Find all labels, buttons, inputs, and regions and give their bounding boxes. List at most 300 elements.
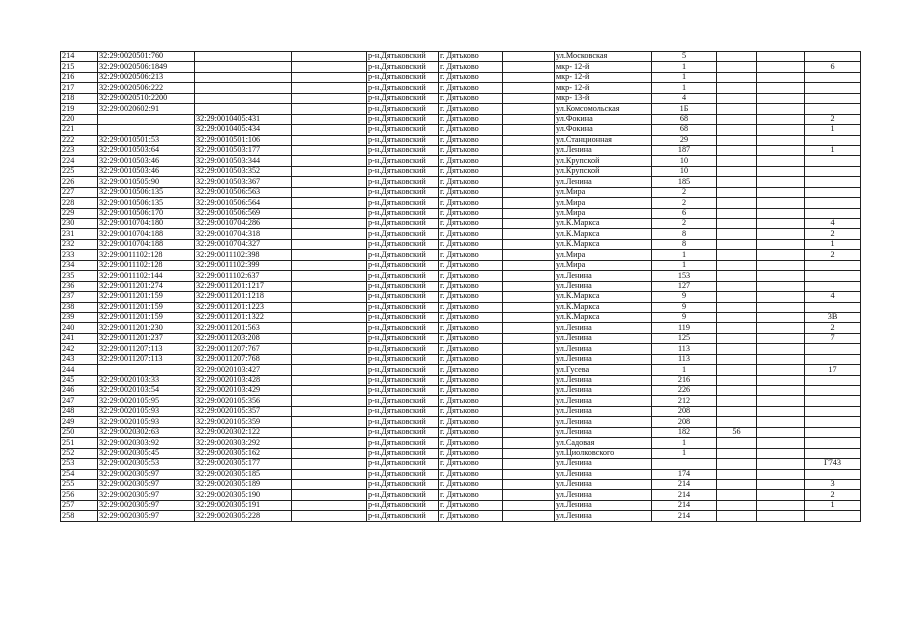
building-cadastral-number: 32:29:0010503:352 [195, 166, 292, 176]
district: р-н.Дятьковский [367, 52, 439, 62]
house-number: 1 [652, 62, 717, 72]
district: р-н.Дятьковский [367, 72, 439, 82]
apartment-number: 2 [805, 323, 861, 333]
building-cadastral-number: 32:29:0010503:367 [195, 177, 292, 187]
empty-cell [292, 145, 367, 155]
empty-cell [503, 83, 555, 93]
empty-cell [292, 104, 367, 114]
land-cadastral-number: 32:29:0020510:2200 [98, 93, 195, 103]
building-cadastral-number: 32:29:0020302:122 [195, 427, 292, 437]
street: ул.Ленина [555, 177, 652, 187]
row-number: 218 [61, 93, 98, 103]
empty-cell [292, 135, 367, 145]
table-row [61, 448, 861, 458]
empty-cell [292, 271, 367, 281]
empty-cell [503, 354, 555, 364]
row-number: 232 [61, 239, 98, 249]
row-number: 233 [61, 250, 98, 260]
empty-cell [757, 365, 805, 375]
table-row [61, 333, 861, 343]
district: р-н.Дятьковский [367, 427, 439, 437]
empty-cell [503, 281, 555, 291]
apartment-number [805, 427, 861, 437]
empty-cell [503, 219, 555, 229]
empty-cell [292, 52, 367, 62]
district: р-н.Дятьковский [367, 271, 439, 281]
house-number: 1 [652, 448, 717, 458]
empty-cell [503, 104, 555, 114]
street: ул.К.Маркса [555, 302, 652, 312]
empty-cell [503, 187, 555, 197]
building-number [717, 511, 757, 521]
settlement: г. Дятьково [439, 312, 503, 322]
empty-cell [292, 187, 367, 197]
row-number: 246 [61, 386, 98, 396]
building-number [717, 114, 757, 124]
building-number [717, 281, 757, 291]
house-number: 187 [652, 145, 717, 155]
settlement: г. Дятьково [439, 281, 503, 291]
empty-cell [292, 354, 367, 364]
district: р-н.Дятьковский [367, 83, 439, 93]
row-number: 230 [61, 219, 98, 229]
empty-cell [503, 323, 555, 333]
building-cadastral-number: 32:29:0020105:356 [195, 396, 292, 406]
apartment-number: 1 [805, 500, 861, 510]
settlement: г. Дятьково [439, 323, 503, 333]
settlement: г. Дятьково [439, 166, 503, 176]
land-cadastral-number: 32:29:0011207:113 [98, 344, 195, 354]
house-number: 212 [652, 396, 717, 406]
street: ул.Ленина [555, 386, 652, 396]
building-number [717, 344, 757, 354]
house-number: 113 [652, 354, 717, 364]
apartment-number [805, 72, 861, 82]
district: р-н.Дятьковский [367, 260, 439, 270]
empty-cell [292, 438, 367, 448]
land-cadastral-number: 32:29:0011201:230 [98, 323, 195, 333]
empty-cell [757, 198, 805, 208]
row-number: 257 [61, 500, 98, 510]
building-number [717, 125, 757, 135]
apartment-number: 1 [805, 125, 861, 135]
house-number: 113 [652, 344, 717, 354]
settlement: г. Дятьково [439, 198, 503, 208]
apartment-number: Г743 [805, 459, 861, 469]
empty-cell [503, 333, 555, 343]
apartment-number: 4 [805, 219, 861, 229]
empty-cell [757, 104, 805, 114]
apartment-number [805, 469, 861, 479]
building-number [717, 417, 757, 427]
table-row [61, 292, 861, 302]
district: р-н.Дятьковский [367, 500, 439, 510]
empty-cell [292, 312, 367, 322]
settlement: г. Дятьково [439, 260, 503, 270]
land-cadastral-number: 32:29:0010501:53 [98, 135, 195, 145]
street: ул.Ленина [555, 344, 652, 354]
empty-cell [503, 198, 555, 208]
land-cadastral-number: 32:29:0020305:97 [98, 469, 195, 479]
apartment-number [805, 177, 861, 187]
land-cadastral-number: 32:29:0020303:92 [98, 438, 195, 448]
settlement: г. Дятьково [439, 104, 503, 114]
land-cadastral-number: 32:29:0020302:63 [98, 427, 195, 437]
table-row [61, 271, 861, 281]
empty-cell [292, 479, 367, 489]
land-cadastral-number: 32:29:0020506:213 [98, 72, 195, 82]
house-number: 1 [652, 365, 717, 375]
house-number: 1 [652, 72, 717, 82]
street: ул.Фокина [555, 114, 652, 124]
table-row [61, 386, 861, 396]
empty-cell [503, 93, 555, 103]
building-cadastral-number: 32:29:0020305:185 [195, 469, 292, 479]
empty-cell [757, 406, 805, 416]
empty-cell [292, 93, 367, 103]
district: р-н.Дятьковский [367, 135, 439, 145]
apartment-number: 4 [805, 292, 861, 302]
building-number [717, 459, 757, 469]
district: р-н.Дятьковский [367, 229, 439, 239]
apartment-number [805, 448, 861, 458]
land-cadastral-number: 32:29:0010704:188 [98, 239, 195, 249]
table-row [61, 177, 861, 187]
empty-cell [503, 312, 555, 322]
row-number: 244 [61, 365, 98, 375]
apartment-number [805, 166, 861, 176]
apartment-number: 1 [805, 145, 861, 155]
table-row [61, 375, 861, 385]
building-number: 56 [717, 427, 757, 437]
empty-cell [757, 312, 805, 322]
street: ул.Ленина [555, 323, 652, 333]
building-cadastral-number: 32:29:0011102:398 [195, 250, 292, 260]
empty-cell [503, 292, 555, 302]
empty-cell [503, 427, 555, 437]
table-row [61, 302, 861, 312]
building-cadastral-number: 32:29:0010506:563 [195, 187, 292, 197]
house-number: 5 [652, 52, 717, 62]
building-cadastral-number: 32:29:0011102:399 [195, 260, 292, 270]
table-row [61, 93, 861, 103]
empty-cell [503, 302, 555, 312]
building-number [717, 354, 757, 364]
empty-cell [757, 281, 805, 291]
building-number [717, 302, 757, 312]
settlement: г. Дятьково [439, 125, 503, 135]
building-number [717, 260, 757, 270]
empty-cell [503, 114, 555, 124]
street: ул.Ленина [555, 354, 652, 364]
house-number: 2 [652, 219, 717, 229]
row-number: 228 [61, 198, 98, 208]
district: р-н.Дятьковский [367, 93, 439, 103]
row-number: 220 [61, 114, 98, 124]
building-number [717, 135, 757, 145]
empty-cell [292, 344, 367, 354]
house-number: 9 [652, 312, 717, 322]
land-cadastral-number: 32:29:0010506:170 [98, 208, 195, 218]
building-cadastral-number: 32:29:0010704:327 [195, 239, 292, 249]
street: ул.Комсомольская [555, 104, 652, 114]
table-row [61, 114, 861, 124]
building-number [717, 72, 757, 82]
building-cadastral-number [195, 52, 292, 62]
settlement: г. Дятьково [439, 135, 503, 145]
empty-cell [292, 459, 367, 469]
street: мкр- 12-й [555, 72, 652, 82]
apartment-number: 3В [805, 312, 861, 322]
settlement: г. Дятьково [439, 459, 503, 469]
building-number [717, 490, 757, 500]
house-number: 9 [652, 302, 717, 312]
settlement: г. Дятьково [439, 344, 503, 354]
land-cadastral-number: 32:29:0011201:159 [98, 292, 195, 302]
empty-cell [757, 83, 805, 93]
settlement: г. Дятьково [439, 250, 503, 260]
table-row [61, 438, 861, 448]
row-number: 254 [61, 469, 98, 479]
settlement: г. Дятьково [439, 354, 503, 364]
table-row [61, 479, 861, 489]
building-number [717, 62, 757, 72]
table-row [61, 365, 861, 375]
house-number: 185 [652, 177, 717, 187]
empty-cell [292, 281, 367, 291]
table-row [61, 83, 861, 93]
land-cadastral-number: 32:29:0010704:188 [98, 229, 195, 239]
row-number: 238 [61, 302, 98, 312]
street: ул.К.Маркса [555, 219, 652, 229]
empty-cell [757, 386, 805, 396]
settlement: г. Дятьково [439, 52, 503, 62]
building-cadastral-number: 32:29:0011203:208 [195, 333, 292, 343]
land-cadastral-number: 32:29:0011102:128 [98, 260, 195, 270]
table-row [61, 281, 861, 291]
row-number: 256 [61, 490, 98, 500]
empty-cell [503, 344, 555, 354]
building-cadastral-number [195, 62, 292, 72]
building-number [717, 52, 757, 62]
table-row [61, 72, 861, 82]
district: р-н.Дятьковский [367, 177, 439, 187]
empty-cell [292, 292, 367, 302]
settlement: г. Дятьково [439, 490, 503, 500]
house-number: 1 [652, 260, 717, 270]
street: ул.Ленина [555, 406, 652, 416]
house-number: 153 [652, 271, 717, 281]
table-row [61, 156, 861, 166]
land-cadastral-number: 32:29:0011102:128 [98, 250, 195, 260]
land-cadastral-number: 32:29:0020602:91 [98, 104, 195, 114]
table-row [61, 312, 861, 322]
district: р-н.Дятьковский [367, 219, 439, 229]
land-cadastral-number: 32:29:0011201:159 [98, 312, 195, 322]
district: р-н.Дятьковский [367, 312, 439, 322]
building-number [717, 500, 757, 510]
empty-cell [757, 156, 805, 166]
apartment-number [805, 375, 861, 385]
empty-cell [757, 490, 805, 500]
apartment-number: 1 [805, 239, 861, 249]
empty-cell [757, 166, 805, 176]
street: ул.Ленина [555, 427, 652, 437]
building-number [717, 469, 757, 479]
row-number: 252 [61, 448, 98, 458]
empty-cell [292, 406, 367, 416]
empty-cell [757, 396, 805, 406]
building-cadastral-number: 32:29:0011207:768 [195, 354, 292, 364]
empty-cell [503, 260, 555, 270]
empty-cell [757, 114, 805, 124]
empty-cell [503, 156, 555, 166]
empty-cell [503, 239, 555, 249]
empty-cell [757, 72, 805, 82]
building-number [717, 448, 757, 458]
house-number: 226 [652, 386, 717, 396]
house-number: 2 [652, 187, 717, 197]
settlement: г. Дятьково [439, 469, 503, 479]
land-cadastral-number: 32:29:0020105:93 [98, 417, 195, 427]
land-cadastral-number: 32:29:0010704:180 [98, 219, 195, 229]
building-cadastral-number: 32:29:0020103:427 [195, 365, 292, 375]
row-number: 258 [61, 511, 98, 521]
empty-cell [757, 333, 805, 343]
street: ул.Крупской [555, 156, 652, 166]
row-number: 226 [61, 177, 98, 187]
empty-cell [757, 438, 805, 448]
street: ул.Мира [555, 198, 652, 208]
apartment-number [805, 281, 861, 291]
building-number [717, 333, 757, 343]
empty-cell [292, 229, 367, 239]
row-number: 235 [61, 271, 98, 281]
apartment-number [805, 187, 861, 197]
street: ул.Мира [555, 260, 652, 270]
district: р-н.Дятьковский [367, 438, 439, 448]
street: ул.Фокина [555, 125, 652, 135]
building-number [717, 375, 757, 385]
empty-cell [757, 448, 805, 458]
street: ул.Ленина [555, 511, 652, 521]
empty-cell [292, 375, 367, 385]
street: ул.Мира [555, 250, 652, 260]
street: мкр- 12-й [555, 62, 652, 72]
building-number [717, 479, 757, 489]
district: р-н.Дятьковский [367, 375, 439, 385]
building-cadastral-number: 32:29:0010506:569 [195, 208, 292, 218]
table-row [61, 459, 861, 469]
empty-cell [757, 208, 805, 218]
district: р-н.Дятьковский [367, 125, 439, 135]
street: ул.Ленина [555, 396, 652, 406]
street: ул.Ленина [555, 145, 652, 155]
row-number: 225 [61, 166, 98, 176]
house-number: 214 [652, 479, 717, 489]
row-number: 251 [61, 438, 98, 448]
row-number: 248 [61, 406, 98, 416]
district: р-н.Дятьковский [367, 386, 439, 396]
settlement: г. Дятьково [439, 333, 503, 343]
street: ул.Мира [555, 208, 652, 218]
empty-cell [503, 166, 555, 176]
table-row [61, 500, 861, 510]
district: р-н.Дятьковский [367, 511, 439, 521]
district: р-н.Дятьковский [367, 459, 439, 469]
building-number [717, 250, 757, 260]
street: ул.Ленина [555, 479, 652, 489]
building-number [717, 166, 757, 176]
settlement: г. Дятьково [439, 156, 503, 166]
empty-cell [503, 469, 555, 479]
district: р-н.Дятьковский [367, 417, 439, 427]
empty-cell [503, 62, 555, 72]
district: р-н.Дятьковский [367, 250, 439, 260]
house-number: 1 [652, 438, 717, 448]
empty-cell [292, 125, 367, 135]
building-number [717, 219, 757, 229]
settlement: г. Дятьково [439, 396, 503, 406]
settlement: г. Дятьково [439, 72, 503, 82]
settlement: г. Дятьково [439, 219, 503, 229]
empty-cell [292, 365, 367, 375]
apartment-number [805, 386, 861, 396]
building-cadastral-number: 32:29:0011201:1322 [195, 312, 292, 322]
land-cadastral-number [98, 125, 195, 135]
building-cadastral-number: 32:29:0010405:434 [195, 125, 292, 135]
house-number: 68 [652, 114, 717, 124]
settlement: г. Дятьково [439, 479, 503, 489]
settlement: г. Дятьково [439, 145, 503, 155]
building-number [717, 438, 757, 448]
house-number: 10 [652, 156, 717, 166]
row-number: 229 [61, 208, 98, 218]
settlement: г. Дятьково [439, 365, 503, 375]
building-number [717, 93, 757, 103]
table-row [61, 52, 861, 62]
building-number [717, 396, 757, 406]
table-row [61, 490, 861, 500]
building-cadastral-number: 32:29:0010704:286 [195, 219, 292, 229]
empty-cell [503, 386, 555, 396]
empty-cell [503, 229, 555, 239]
empty-cell [757, 271, 805, 281]
empty-cell [757, 292, 805, 302]
row-number: 255 [61, 479, 98, 489]
row-number: 231 [61, 229, 98, 239]
apartment-number: 6 [805, 62, 861, 72]
empty-cell [757, 239, 805, 249]
district: р-н.Дятьковский [367, 406, 439, 416]
district: р-н.Дятьковский [367, 292, 439, 302]
house-number: 8 [652, 239, 717, 249]
building-cadastral-number: 32:29:0020305:177 [195, 459, 292, 469]
settlement: г. Дятьково [439, 500, 503, 510]
row-number: 234 [61, 260, 98, 270]
district: р-н.Дятьковский [367, 396, 439, 406]
empty-cell [292, 490, 367, 500]
table-row [61, 145, 861, 155]
building-cadastral-number: 32:29:0011201:563 [195, 323, 292, 333]
building-cadastral-number: 32:29:0020103:429 [195, 386, 292, 396]
empty-cell [292, 448, 367, 458]
house-number: 214 [652, 490, 717, 500]
empty-cell [757, 187, 805, 197]
row-number: 249 [61, 417, 98, 427]
district: р-н.Дятьковский [367, 365, 439, 375]
empty-cell [757, 145, 805, 155]
